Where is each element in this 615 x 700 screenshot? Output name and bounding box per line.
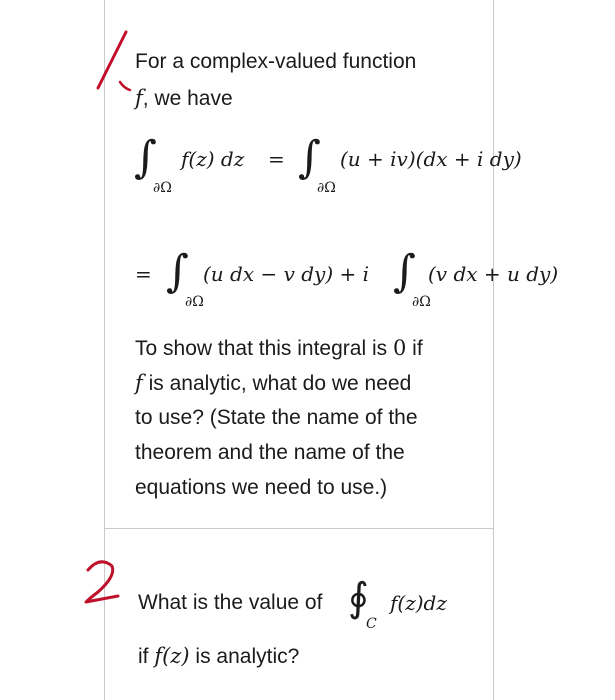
q1-zero: 0 bbox=[392, 336, 407, 360]
eq2-equals: = bbox=[135, 262, 152, 286]
right-border bbox=[493, 0, 494, 700]
q1-intro-line2 bbox=[135, 80, 233, 117]
eq1-lhs: f(z) dz bbox=[181, 147, 245, 171]
handwritten-number-1 bbox=[90, 30, 140, 110]
eq1-subscript-right: ∂Ω bbox=[317, 180, 336, 196]
q1-question-line4: theorem and the name of the bbox=[135, 441, 405, 464]
q1-var-f: f bbox=[135, 86, 143, 110]
eq1-rhs: (u + iv)(dx + i dy) bbox=[340, 147, 522, 171]
eq2-integral-sign-1: ∫ bbox=[166, 246, 189, 297]
eq1-integral-sign-right: ∫ bbox=[298, 132, 321, 183]
section-divider bbox=[104, 528, 494, 529]
q1-l1-after: if bbox=[406, 337, 423, 360]
q1-question-line2 bbox=[135, 365, 411, 402]
q2-line2-func: f(z) bbox=[154, 644, 190, 668]
eq1-equals: = bbox=[268, 147, 285, 171]
q2-line1: What is the value of bbox=[138, 591, 323, 614]
q1-question-line3: to use? (State the name of the bbox=[135, 406, 418, 429]
q2-integrand: f(z)dz bbox=[390, 591, 447, 615]
q1-l2-var-f: f bbox=[135, 371, 143, 395]
q2-contour-integral-sign: ∮ bbox=[348, 575, 369, 621]
q1-question-line1 bbox=[135, 330, 423, 367]
eq2-term1: (u dx − v dy) + i bbox=[203, 262, 370, 286]
q1-l1-before: To show that this integral is bbox=[135, 337, 393, 360]
eq2-subscript-2: ∂Ω bbox=[412, 294, 431, 310]
q1-intro-we-have: , we have bbox=[142, 87, 233, 110]
q1-l2-text: is analytic, what do we need bbox=[142, 372, 412, 395]
q1-question-line5: equations we need to use.) bbox=[135, 476, 388, 499]
eq1-subscript-left: ∂Ω bbox=[153, 180, 172, 196]
eq1-integral-sign-left: ∫ bbox=[134, 132, 157, 183]
q2-contour-subscript: C bbox=[366, 616, 377, 632]
handwritten-number-2 bbox=[78, 558, 138, 608]
eq2-integral-sign-2: ∫ bbox=[393, 246, 416, 297]
eq2-subscript-1: ∂Ω bbox=[185, 294, 204, 310]
q2-line2-before: if bbox=[138, 645, 155, 668]
eq2-term2: (v dx + u dy) bbox=[428, 262, 559, 286]
q1-intro-line1: For a complex-valued function bbox=[135, 50, 417, 73]
q2-line2 bbox=[138, 638, 299, 675]
q2-line2-after: is analytic? bbox=[189, 645, 300, 668]
